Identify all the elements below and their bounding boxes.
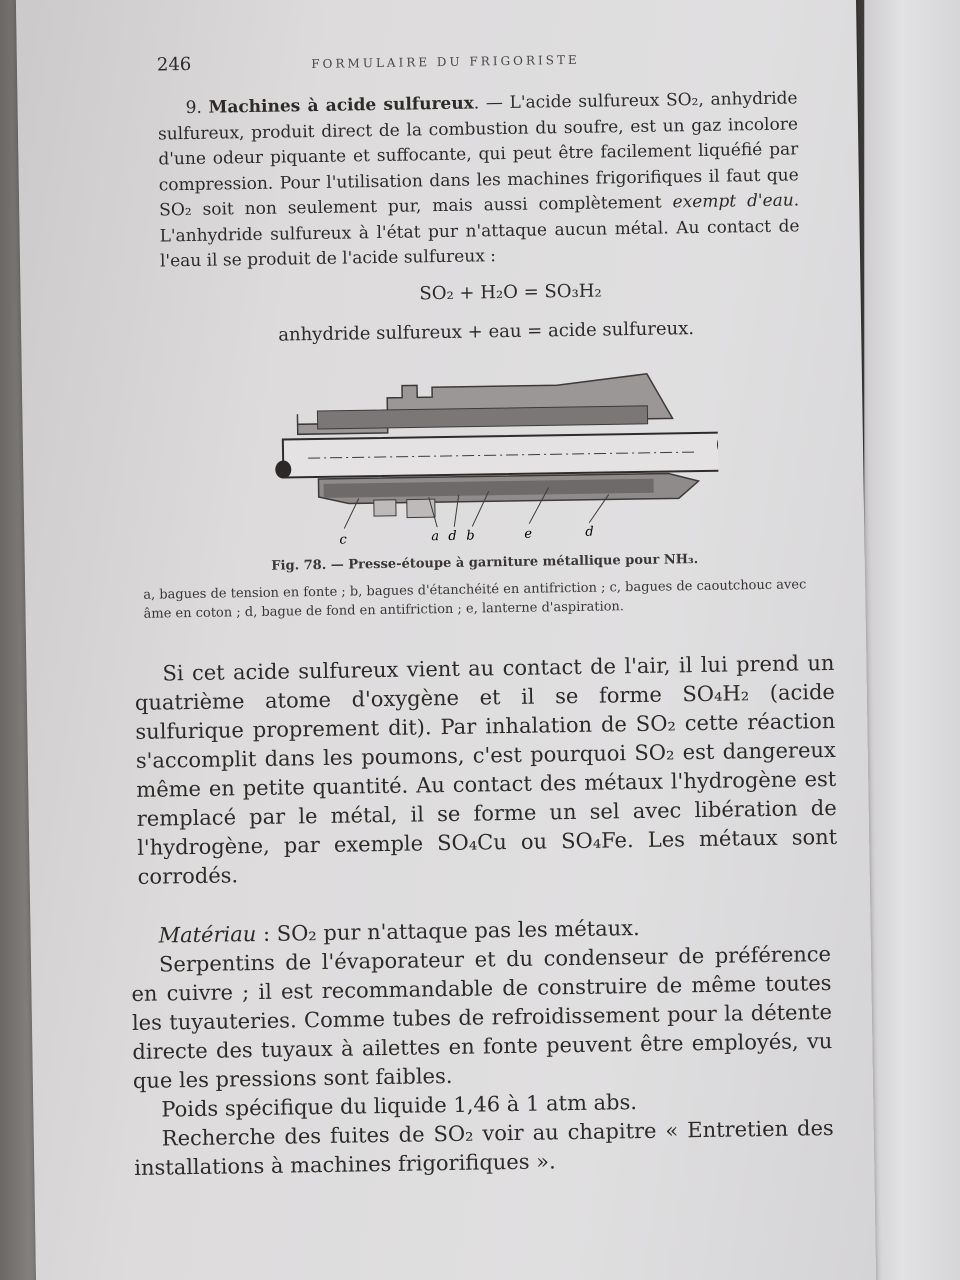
stuffing-box-drawing (257, 362, 720, 554)
page-header (157, 44, 797, 88)
figure-caption: Fig. 78. — Presse-étoupe à garniture métallique pour NH₃. (271, 551, 699, 574)
section-intro (157, 86, 800, 275)
word-equation: anhydride sulfureux + eau = acide sulfureux. (278, 317, 695, 346)
figure-label: b (466, 528, 475, 544)
section-number: 9. (185, 97, 203, 119)
figure-label: e (524, 526, 533, 542)
figure-label: d (585, 524, 594, 540)
section-intro-text-1: . — L'acide sulfureux SO₂, anhydride sulfureux, produit direct de la combustion du soufre, est un gaz incolore d'une odeur piquante et suffocante, qui peut être facilement liquéfié par compression. Pour l'utilisation dans les machines frigorifiques il faut que SO₂ soit non seulement pur, mais aussi complètement (157, 88, 799, 221)
packing-upper (317, 405, 647, 428)
book-page (16, 0, 877, 1280)
section-title: Machines à acide sulfureux (208, 93, 474, 118)
materiau-label: Matériau (158, 921, 257, 948)
page-number: 246 (156, 53, 192, 76)
body-block-2 (130, 911, 834, 1183)
figure-label: c (339, 532, 347, 548)
figure-label: d (448, 528, 457, 544)
figure-label: a (431, 528, 440, 544)
section-intro-text-2: . L'anhydride sulfureux à l'état pur n'attaque aucun métal. Au contact de l'eau il se produit de l'acide sulfureux : (159, 190, 800, 272)
page-content (131, 44, 838, 1181)
materiau-text: : SO₂ pur n'attaque pas les métaux. (256, 915, 640, 946)
figure-78 (162, 361, 805, 556)
chemical-equation: SO₂ + H₂O = SO₃H₂ (419, 280, 602, 304)
paragraph-serpentins: Serpentins de l'évaporateur et du condenseur de préférence en cuivre ; il est recommandable de construire de même toutes les tuyauteries. Comme tubes de refroidissement pour la détente directe des tuyaux à ailettes en fonte peuvent être employés, vu que les pressions sont faibles. (131, 941, 833, 1093)
figure-legend: a, bagues de tension en fonte ; b, bagues d'étanchéité en antifriction ; c, bagues de caoutchouc avec âme en coton ; d, bague de fond en antifriction ; e, lanterne d'aspiration. (143, 576, 807, 622)
body-block-1 (134, 649, 838, 892)
paragraph-air-contact: Si cet acide sulfureux vient au contact de l'air, il lui prend un quatrième atome d'oxygène et il se forme SO₄H₂ (acide sulfurique proprement dit). Par inhalation de SO₂ cette réaction s'accomplit dans les poumons, c'est pourquoi SO₂ est dangereux même en petite quantité. Au contact des métaux l'hydrogène est remplacé par le métal, il se forme un sel avec libération de l'hydrogène, par exemple SO₄Cu ou SO₄Fe. Les métaux sont corrodés. (134, 650, 838, 889)
running-head: FORMULAIRE DU FRIGORISTE (311, 52, 580, 72)
paragraph-recherche-fuites: Recherche des fuites de SO₂ voir au chapitre « Entretien des installations à machines frigorifiques ». (134, 1115, 834, 1180)
facing-page-edge (864, 0, 960, 1280)
section-intro-emphasis: exempt d'eau (672, 190, 794, 213)
lower-flange-right (407, 499, 435, 517)
lower-flange-left (374, 499, 396, 515)
paragraph-poids-specifique: Poids spécifique du liquide 1,46 à 1 atm abs. (161, 1089, 638, 1122)
